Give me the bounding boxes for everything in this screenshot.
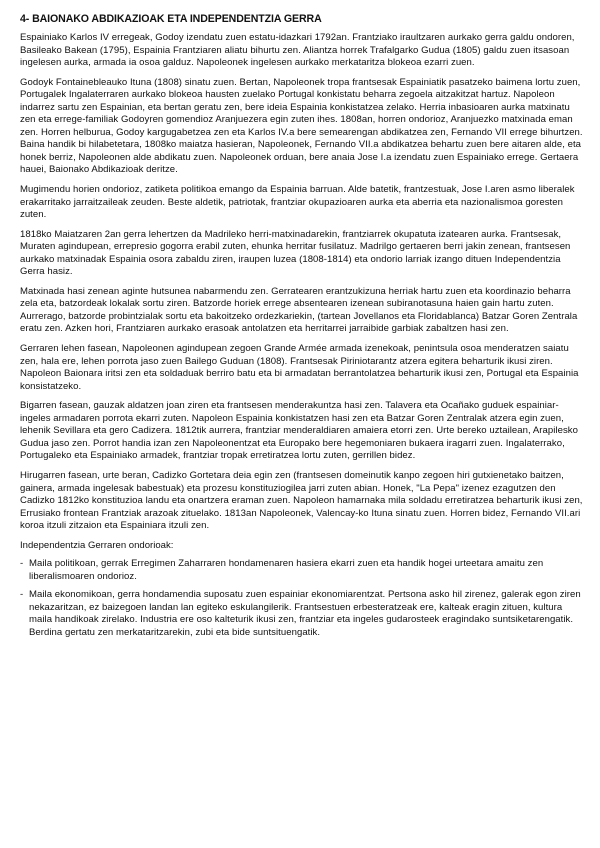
- paragraph-third-phase: Hirugarren fasean, urte beran, Cadizko Gortetara deia egin zen (frantsesen domeinutik kanpo zegoen hiri gutxienetako baitzen, gainera, armada ingelesak babestuak) eta prozesu konstituziogilea jarri zuten abian. Honek, "La Pepa" izenez ezagutzen den Cadizko 1812ko konstituzioa landu eta onartzera eraman zuen. Napoleon hamarnaka mila soldadu erretiratzea beharturik ikusi zen, Errusiako frontean Frantziak arazoak zituelako. 1813an Napoleonek, Valencay-ko Ituna sinatu zuen. Horren bidez, Fernando VII.ari koroa itzuli zitzaion eta Espainiara itzuli zen.: [20, 469, 583, 532]
- paragraph-second-phase: Bigarren fasean, gauzak aldatzen joan ziren eta frantsesen menderakuntza hasi zen. Talavera eta Ocañako guduek espainiar-ingeles armadaren porrota ekarri zuten. Napoleon Espainia konkistatzen hasi zen eta Batzar Goren Zentralak atzera egin zuen, lehenik Sevillara eta gero Cadizera. 1812tik aurrera, frantziar menderaldiaren amaiera etorri zen. Urte bereko uztailean, Arapilesko Gudua jaso zen. Porrot handia izan zen Napoleonentzat eta Europako bere hegemoniaren bukaera iragarri zuen. Ingalaterrako, Portugaleko eta Espainiako armadek, frantziar tropak erretiratzea lortu zuten, gerrillen bidez.: [20, 400, 578, 462]
- paragraph-first-phase: Gerraren lehen fasean, Napoleonen agindupean zegoen Grande Armée armada izenekoak, penintsula osoa menderatzen saiatu zen, hala ere, lehen porrota jaso zuen Bailego Guduan (1808). Frantsesak Piriniotarantz atzera egitera beharturik ikusi ziren. Napoleon Baionara iritsi zen eta soldaduak berriro batu eta bi armadatan berrantolatzea beharturik ikusi zen, Portugal eta Espainia konsistatzeko.: [20, 343, 579, 392]
- list-item: [20, 558, 586, 583]
- document-page: [20, 12, 586, 646]
- consequence-political: Maila politikoan, gerrak Erregimen Zaharraren hondamenaren hasiera ekarri zuen eta handik hogei urteetara amaitu zen liberalismoaren ondorioz.: [29, 558, 544, 582]
- list-item: [20, 589, 586, 639]
- paragraph-fontainebleau: Godoyk Fontainebleauko Ituna (1808) sinatu zuen. Bertan, Napoleonek tropa frantsesak Espainiatik pasatzeko baimena lortu zuen, Portugalek Ingalaterraren aurkako blokeoa hausten zuelako Portugal konkistatu beharra zegoela aitzakitzat hartuz. Napoleon indarrez sartu zen Espainian, eta bertan geratu zen, bere ideia Espainia konkistatzea zelako. Herria inbasioaren aurka matxinatu zen eta errege-familiak Godoyren gomendioz Aranjuezera egin zuten ihes. 1808an, horren ondorioz, Aranjuezko matxinada eman zen. Horren helburua, Godoy kargugabetzea zen eta Karlos IV.a bere semearengan abdikatzea zen, Fernando VII errege bihurtzen. Baina handik bi hilabetetara, 1808ko maiatza hasieran, Napoleonek, Fernando VII.a abdikatzea behartu zuen bere aitaren alde, eta honek berriz, Napoleonen alde abdikatu zuen. Napoleonek orduan, bere anaia Jose I.a izendatu zuen Espainiako errege. Gertaera hauei, Baionako Abdikazioak deritze.: [20, 76, 583, 176]
- consequence-economic: Maila ekonomikoan, gerra hondamendia suposatu zuen espainiar ekonomiarentzat. Pertsona asko hil zirenez, galerak egon ziren nekazaritzan, ez baizegoen landan lan egiteko eskulangilerik. Frantsestuen erbesteratzeak ere, kalteak eragin zituen, kultura maila handikoak zirelako. Industria ere oso kalteturik ikusi zen, frantziar eta ingeles gudarosteek eragindako suntsiketarengatik. Berdina gertatu zen merkataritzarekin, zubi eta bide suntsituengatik.: [29, 589, 581, 638]
- paragraph-political-division: Mugimendu horien ondorioz, zatiketa politikoa emango da Espainia barruan. Alde batetik, frantzestuak, Jose I.aren asmo liberalek erakarritako jarraitzaileak zeuden. Beste aldetik, patriotak, frantziar okupazioaren aurka eta aberria eta nazionalismoa goresten zuten.: [20, 184, 575, 221]
- paragraph-war-outbreak: 1818ko Maiatzaren 2an gerra lehertzen da Madrileko herri-matxinadarekin, frantziarrek okupatuta izatearen aurka. Frantsesak, Muraten agindupean, errepresio gogorra erabil zuten, ehunka herritar fusilatuz. Madrilgo gertaeren berri jakin zenean, frantsesen aurkako matxinadak Espainia osora zabaldu ziren, iraupen luzea (1808-1814) eta ondorio larriak izango dituen Independentzia Gerra hasiz.: [20, 228, 571, 278]
- paragraph-juntas: Matxinada hasi zenean aginte hutsunea nabarmendu zen. Gerratearen erantzukizuna herriak hartu zuen eta koordinazio beharra zela eta, batzordeak lokalak sortu ziren. Batzorde horiek errege absentearen izenean subiranotasuna haien gain hartu zuten. Aurrerago, batzorde probintzialak sortu eta bakoitzeko ordezkariekin, (tartean Jovellanos eta Floridablanca) Batzar Goren Zentrala eratu zen. Azken hori, Frantziaren aurkako erasoak antolatzen eta herritarrei jarraibide garbiak zabaltzen hasi zen.: [20, 285, 578, 335]
- paragraph-intro: Espainiako Karlos IV erregeak, Godoy izendatu zuen estatu-idazkari 1792an. Frantziako iraultzaren aurkako gerra galdu ondoren, Basileako Bakean (1795), Espainia Frantziaren aliatu bihurtu zen. Aliantza horrek Trafalgarko Gudua (1805) galdu zuen itsasoan ingelesen aurka, armada ia osoa galduz. Napoleonek ingelesen aurkako merkataritza blokeoa ezarri zuen.: [20, 32, 575, 69]
- document-title: 4- BAIONAKO ABDIKAZIOAK ETA INDEPENDENTZIA GERRA: [20, 13, 322, 25]
- bullet-marker: -: [20, 558, 24, 570]
- consequences-list: [20, 558, 586, 639]
- consequences-heading: Independentzia Gerraren ondorioak:: [20, 539, 174, 551]
- bullet-marker: -: [20, 589, 24, 601]
